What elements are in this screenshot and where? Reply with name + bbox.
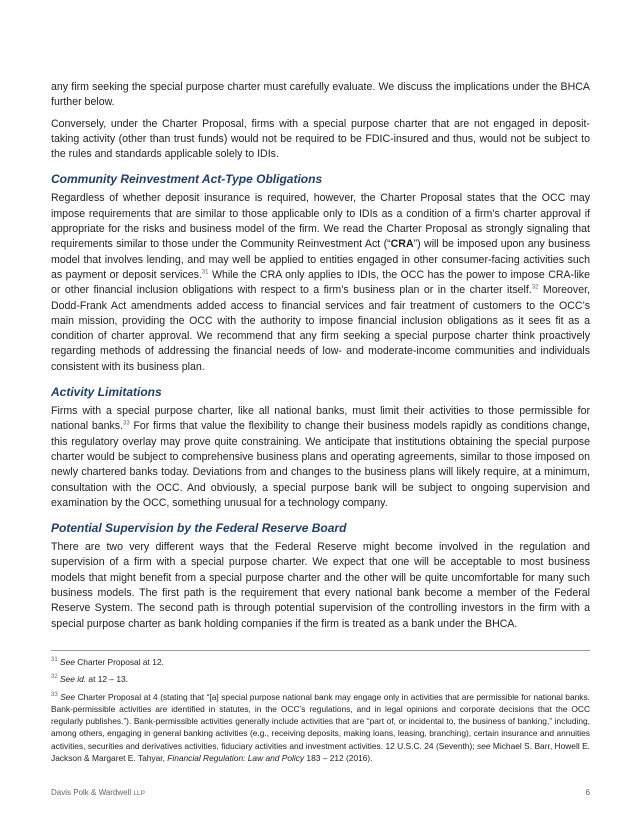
page-number: 6 — [585, 788, 590, 797]
footnote-ref-33[interactable]: 33 — [123, 420, 130, 427]
firm-name: Davis Polk & Wardwell — [51, 788, 134, 797]
paragraph-activity: Firms with a special purpose charter, like all national banks, must limit their activities to those permissible for national banks.$^{33}$ For firms that value the flexibility to change their business models rapidly as conditions change, this regulatory overlay may prove quite constraining. We anticipate that institutions obtaining the special purpose charter would be subject to comprehensive business plans and operating agreements, similar to those imposed on newly chartered banks today. Deviations from and changes to the business plans will likely require, at a minimum, consultation with the OCC. And obviously, a special purpose bank will be subject to ongoing supervision and examination by the OCC, something unusual for a technology company. — [51, 405, 591, 509]
paragraph-fdic: Conversely, under the Charter Proposal, firms with a special purpose charter that are not engaged in deposit-taking activity (other than trust funds) would not be required to be FDIC-insured and thus, would not be subject to the rules and standards applicable solely to IDIs. — [51, 117, 590, 161]
footnote-ref-31[interactable]: 31 — [201, 269, 209, 276]
paragraph-intro: any firm seeking the special purpose charter must carefully evaluate. We discuss the implications under the BHCA further below. — [51, 81, 590, 109]
paragraph-cra: Regardless of whether deposit insurance is required, however, the Charter Proposal states that the OCC may impose requirements that are similar to those applicable only to IDIs as a condition of a firm’s charter approval if appropriate for the risks and business model of the firm. We read the Charter Proposal as strongly signaling that requirements similar to those under the Community Reinvestment Act (“CRA”) will be imposed upon any business model that involves lending, and may well be applied to entities engaged in other consumer-facing activities such as payment or deposit services.$^{31}$ While the CRA only applies to IDIs, the OCC has the power to impose CRA-like or other financial inclusion obligations with respect to a firm’s business plan or in the charter itself.$^{32}$ Moreover, Dodd-Frank Act amendments added access to financial services and fair treatment of customers to the OCC’s main mission, providing the OCC with the authority to impose financial inclusion obligations as it sees fit as a condition of charter approval. We recommend that any firm seeking a special purpose charter think proactively regarding methods of addressing the financial needs of low- and moderate-income communities and individuals consistent with its business plan. — [51, 192, 590, 373]
firm-suffix: LLP — [133, 790, 145, 797]
heading-activity-limitations: Activity Limitations — [51, 385, 162, 400]
document-body — [51, 80, 590, 638]
footnotes — [51, 656, 590, 769]
footnote-33: $^{33}$ See Charter Proposal at 4 (stating that “[a] special purpose national bank may engage only in activities that are permissible for national banks. Bank-permissible activities are identified in statutes, in the OCC’s regulations, and in legal opinions and corporate decisions that the OCC regularly publishes.”). Bank-permissible activities generally include activities that are “part of, or incidental to, the business of banking,” including, among others, engaging in general banking activities (e.g., receiving deposits, making loans, leasing, branching), certain insurance and annuities activities, securities and derivatives activities, fiduciary activities and investment activities. 12 U.S.C. 24 (Seventh); see Michael S. Barr, Howell E. Jackson & Margaret E. Tahyar, Financial Regulation: Law and Policy 183 – 212 (2016). — [51, 691, 590, 764]
footnote-ref-32[interactable]: 32 — [531, 284, 539, 291]
footnote-32: $^{32}$ See id. at 12 – 13. — [51, 674, 129, 685]
footnote-divider — [51, 650, 590, 651]
page-footer — [51, 788, 590, 797]
footnote-31: $^{31}$ See Charter Proposal at 12. — [51, 657, 164, 667]
heading-federal-reserve: Potential Supervision by the Federal Reserve Board — [51, 521, 347, 536]
cra-term: CRA — [390, 238, 414, 251]
heading-cra: Community Reinvestment Act-Type Obligations — [51, 172, 323, 187]
paragraph-federal-reserve: There are two very different ways that the Federal Reserve might become involved in the regulation and supervision of a firm with a special purpose charter. We expect that one will be acceptable to most business models that might benefit from a special purpose charter and the other will be quite uncomfortable for many such business models. The first path is the requirement that every national bank become a member of the Federal Reserve System. The second path is through potential supervision of the controlling investors in the firm with a special purpose charter as bank holding companies if the firm is treated as a bank under the BHCA. — [51, 541, 590, 630]
